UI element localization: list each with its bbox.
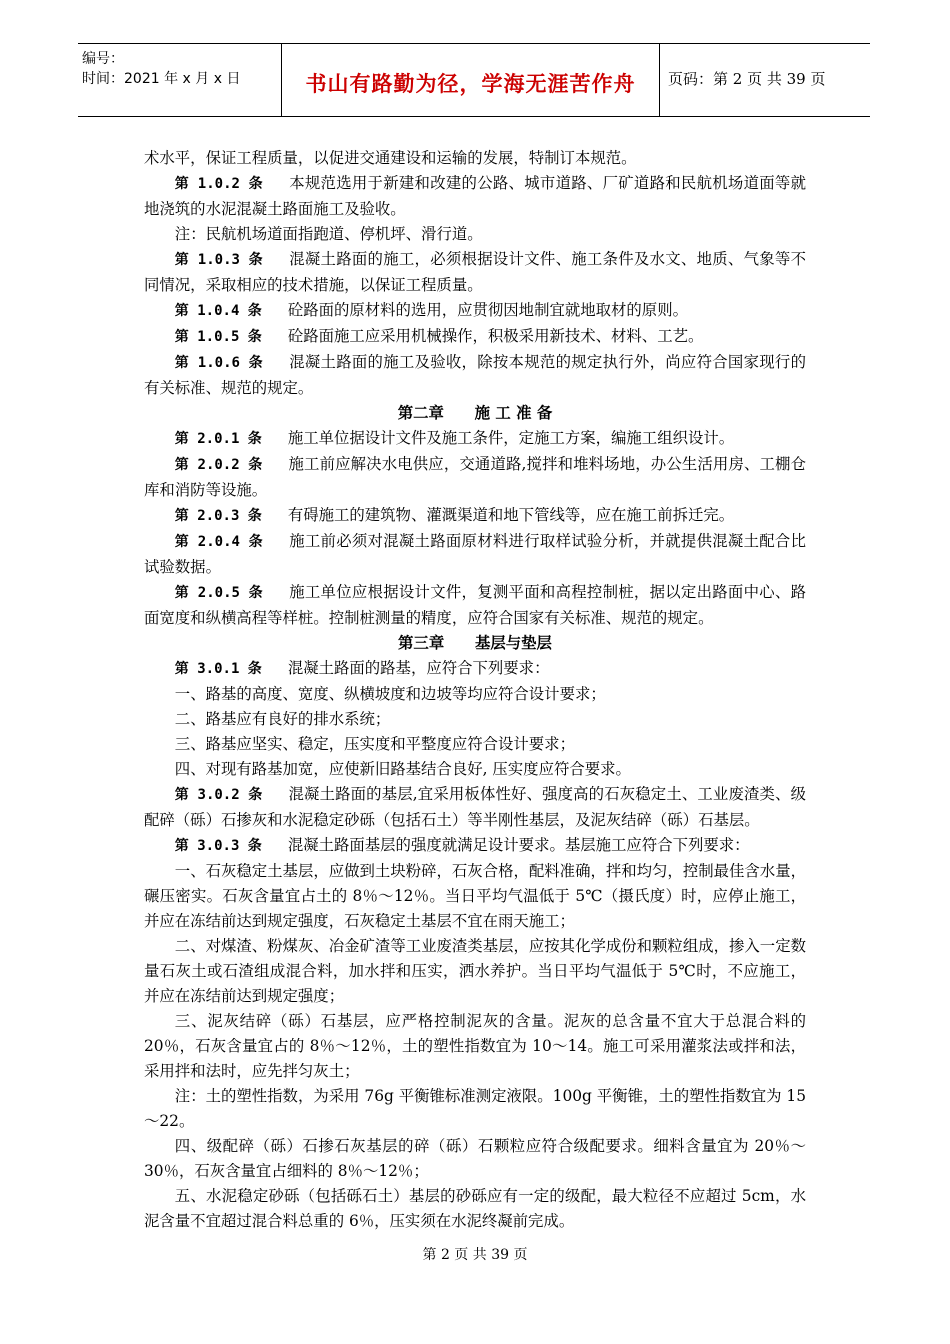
page-info: 页码：第 2 页 共 39 页 (668, 70, 826, 88)
clause-paragraph (144, 529, 806, 580)
clause-text: 施工前应解决水电供应，交通道路,搅拌和堆料场地，办公生活用房、工棚仓库和消防等设施。 (144, 455, 806, 499)
clause-paragraph (144, 298, 806, 324)
clause-text: 施工单位据设计文件及施工条件，定施工方案，编施工组织设计。 (287, 429, 735, 447)
list-paragraph: 一、路基的高度、宽度、纵横坡度和边坡等均应符合设计要求； (174, 685, 606, 703)
chapter-heading: 第三章 基层与垫层 (398, 634, 552, 652)
clause-paragraph (144, 171, 806, 222)
clause-paragraph (144, 580, 806, 631)
page-header (78, 43, 870, 117)
list-paragraph: 三、泥灰结碎（砾）石基层，应严格控制泥灰的含量。泥灰的总含量不宜大于总混合料的 20％，石灰含量宜占的 8％～12％，土的塑性指数宜为 10～14。施工可采用灌浆法或拌和法，采用拌和法时，应先拌匀灰土； (144, 1012, 806, 1080)
clause-number: 第 2.0.4 条 (174, 534, 263, 550)
clause-text: 砼路面的原材料的选用，应贯彻因地制宜就地取材的原则。 (287, 301, 688, 319)
number-label: 编号： (82, 51, 124, 67)
clause-number: 第 2.0.1 条 (174, 431, 262, 447)
clause-number: 第 3.0.3 条 (174, 838, 262, 854)
continued-paragraph: 术水平，保证工程质量，以促进交通建设和运输的发展，特制订本规范。 (144, 149, 637, 167)
clause-paragraph (144, 656, 806, 682)
clause-text: 有碍施工的建筑物、灌溉渠道和地下管线等，应在施工前拆迁完。 (287, 506, 735, 524)
header-page-cell (660, 44, 870, 116)
clause-text: 施工前必须对混凝土路面原材料进行取样试验分析，并就提供混凝土配合比试验数据。 (144, 532, 806, 576)
clause-number: 第 3.0.1 条 (174, 661, 262, 677)
clause-text: 混凝土路面的施工，必须根据设计文件、施工条件及水文、地质、气象等不同情况，采取相应的技术措施，以保证工程质量。 (144, 250, 806, 294)
clause-paragraph (144, 350, 806, 401)
clause-paragraph (144, 782, 806, 833)
chapter-heading: 第二章 施 工 准 备 (397, 404, 553, 422)
list-paragraph: 二、对煤渣、粉煤灰、冶金矿渣等工业废渣类基层，应按其化学成份和颗粒组成，掺入一定数量石灰土或石渣组成混合料，加水拌和压实，洒水养护。当日平均气温低于 5℃时，不应施工，并应在冻结前达到规定强度； (144, 937, 806, 1005)
clause-paragraph (144, 833, 806, 859)
clause-paragraph (144, 324, 806, 350)
list-paragraph: 注：民航机场道面指跑道、停机坪、滑行道。 (174, 225, 483, 243)
page-footer: 第 2 页 共 39 页 (422, 1247, 528, 1263)
clause-text: 混凝土路面的施工及验收，除按本规范的规定执行外，尚应符合国家现行的有关标准、规范的规定。 (144, 353, 806, 397)
clause-text: 混凝土路面的基层,宜采用板体性好、强度高的石灰稳定土、工业废渣类、级配碎（砾）石掺灰和水泥稳定砂砾（包括石土）等半刚性基层，及泥灰结碎（砾）石基层。 (144, 785, 806, 829)
time-label: 时间：2021 年 x 月 x 日 (82, 71, 241, 87)
list-paragraph: 三、路基应坚实、稳定，压实度和平整度应符合设计要求； (174, 735, 575, 753)
clause-number: 第 3.0.2 条 (174, 787, 263, 803)
list-paragraph: 注：土的塑性指数，为采用 76g 平衡锥标准测定液限。100g 平衡锥，土的塑性指数宜为 15～22。 (144, 1087, 806, 1130)
clause-text: 混凝土路面的路基，应符合下列要求： (287, 659, 550, 677)
list-paragraph: 四、级配碎（砾）石掺石灰基层的碎（砾）石颗粒应符合级配要求。细料含量宜为 20％～30％，石灰含量宜占细料的 8％～12％； (144, 1137, 806, 1180)
clause-text: 施工单位应根据设计文件，复测平面和高程控制桩，据以定出路面中心、路面宽度和纵横高程等样桩。控制桩测量的精度，应符合国家有关标准、规范的规定。 (144, 583, 806, 627)
clause-number: 第 1.0.6 条 (174, 355, 263, 371)
list-paragraph: 四、对现有路基加宽，应使新旧路基结合良好, 压实度应符合要求。 (174, 760, 631, 778)
clause-number: 第 1.0.5 条 (174, 329, 262, 345)
clause-number: 第 2.0.2 条 (174, 457, 263, 473)
list-paragraph: 一、石灰稳定土基层，应做到土块粉碎，石灰合格，配料准确，拌和均匀，控制最佳含水量，碾压密实。石灰含量宜占土的 8％～12％。当日平均气温低于 5℃（摄氏度）时，应停止施工，并应在冻结前达到规定强度，石灰稳定土基层不宜在雨天施工； (144, 862, 806, 930)
clause-number: 第 1.0.3 条 (174, 252, 263, 268)
clause-text: 本规范选用于新建和改建的公路、城市道路、厂矿道路和民航机场道面等就地浇筑的水泥混凝土路面施工及验收。 (144, 174, 806, 218)
motto-text: 书山有路勤为径，学海无涯苦作舟 (305, 71, 636, 96)
clause-number: 第 2.0.5 条 (174, 585, 263, 601)
clause-number: 第 2.0.3 条 (174, 508, 262, 524)
list-paragraph: 二、路基应有良好的排水系统； (174, 710, 391, 728)
clause-paragraph (144, 503, 806, 529)
clause-paragraph (144, 247, 806, 298)
clause-number: 第 1.0.2 条 (174, 176, 263, 192)
list-paragraph: 五、水泥稳定砂砾（包括砾石土）基层的砂砾应有一定的级配，最大粒径不应超过 5cm，水泥含量不宜超过混合料总重的 6％，压实须在水泥终凝前完成。 (144, 1187, 806, 1230)
header-motto-cell (282, 44, 660, 116)
clause-paragraph (144, 452, 806, 503)
clause-paragraph (144, 426, 806, 452)
clause-text: 混凝土路面基层的强度就满足设计要求。基层施工应符合下列要求： (287, 836, 750, 854)
clause-text: 砼路面施工应采用机械操作，积极采用新技术、材料、工艺。 (287, 327, 704, 345)
clause-number: 第 1.0.4 条 (174, 303, 262, 319)
header-meta-cell (78, 44, 282, 116)
document-body (144, 146, 806, 1234)
